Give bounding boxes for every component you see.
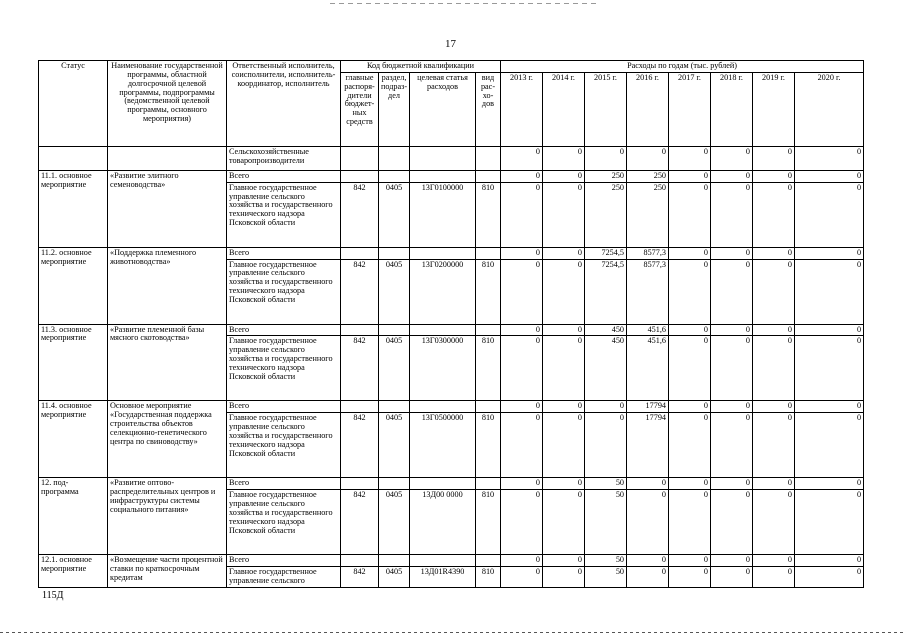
value-cell: 0	[795, 555, 864, 567]
status-cell: 11.4. основное мероприятие	[39, 401, 108, 478]
value-cell: 0	[753, 567, 795, 588]
section-cell	[379, 555, 410, 567]
value-cell: 7254,5	[585, 247, 627, 259]
value-cell: 250	[585, 170, 627, 182]
value-cell: 0	[753, 247, 795, 259]
value-cell: 0	[753, 413, 795, 478]
header-executor: Ответственный исполнитель, соисполнители, исполнитель-координатор, исполнитель	[227, 61, 341, 147]
value-cell: 0	[711, 182, 753, 247]
value-cell: 0	[501, 324, 543, 336]
value-cell: 0	[585, 146, 627, 170]
value-cell: 0	[543, 401, 585, 413]
value-cell: 250	[627, 170, 669, 182]
value-cell: 0	[753, 182, 795, 247]
executor-cell: Всего	[227, 170, 341, 182]
type-cell: 810	[476, 336, 501, 401]
grbs-cell	[341, 324, 379, 336]
value-cell: 450	[585, 336, 627, 401]
value-cell: 0	[627, 490, 669, 555]
table-row	[39, 324, 864, 336]
value-cell: 0	[627, 478, 669, 490]
section-cell	[379, 247, 410, 259]
table-row	[39, 170, 864, 182]
type-cell: 810	[476, 413, 501, 478]
target-cell	[410, 478, 476, 490]
header-status: Статус	[39, 61, 108, 147]
target-cell	[410, 324, 476, 336]
target-cell	[410, 146, 476, 170]
value-cell: 0	[543, 324, 585, 336]
value-cell: 8577,3	[627, 247, 669, 259]
name-cell: Основное мероприятие «Государственная поддержка строительства объектов селекционно-генетического центра по свиноводству»	[108, 401, 227, 478]
grbs-cell	[341, 146, 379, 170]
value-cell: 0	[501, 555, 543, 567]
value-cell: 50	[585, 567, 627, 588]
section-cell	[379, 478, 410, 490]
section-cell: 0405	[379, 182, 410, 247]
header-year: 2016 г.	[627, 72, 669, 146]
value-cell: 0	[501, 413, 543, 478]
header-section: раздел, подраз- дел	[379, 72, 410, 146]
value-cell: 0	[543, 567, 585, 588]
type-cell	[476, 146, 501, 170]
value-cell: 0	[795, 146, 864, 170]
value-cell: 0	[669, 336, 711, 401]
value-cell: 0	[543, 336, 585, 401]
value-cell: 0	[669, 259, 711, 324]
type-cell: 810	[476, 259, 501, 324]
value-cell: 0	[669, 413, 711, 478]
name-cell: «Развитие оптово-распределительных центров и инфраструктуры системы социального питания»	[108, 478, 227, 555]
grbs-cell: 842	[341, 259, 379, 324]
value-cell: 0	[501, 170, 543, 182]
value-cell: 0	[669, 567, 711, 588]
value-cell: 0	[543, 478, 585, 490]
value-cell: 0	[501, 478, 543, 490]
target-cell	[410, 170, 476, 182]
target-cell	[410, 247, 476, 259]
value-cell: 0	[543, 170, 585, 182]
value-cell: 0	[543, 182, 585, 247]
value-cell: 0	[711, 336, 753, 401]
status-cell: 11.3. основное мероприятие	[39, 324, 108, 401]
value-cell: 0	[711, 567, 753, 588]
value-cell: 0	[753, 259, 795, 324]
value-cell: 0	[627, 567, 669, 588]
type-cell	[476, 170, 501, 182]
value-cell: 0	[711, 490, 753, 555]
grbs-cell	[341, 478, 379, 490]
value-cell: 0	[753, 555, 795, 567]
status-cell: 12. под- программа	[39, 478, 108, 555]
value-cell: 0	[543, 247, 585, 259]
header-grbs: главные распоря- дители бюджет- ных средств	[341, 72, 379, 146]
executor-cell: Главное государственное управление сельского хозяйства и государственного технического надзора Псковской области	[227, 413, 341, 478]
value-cell: 0	[501, 567, 543, 588]
section-cell: 0405	[379, 413, 410, 478]
header-budget-code: Код бюджетной квалификации	[341, 61, 501, 73]
table-row	[39, 478, 864, 490]
value-cell: 0	[543, 555, 585, 567]
section-cell	[379, 324, 410, 336]
executor-cell: Всего	[227, 401, 341, 413]
value-cell: 0	[627, 555, 669, 567]
value-cell: 17794	[627, 413, 669, 478]
value-cell: 450	[585, 324, 627, 336]
value-cell: 0	[585, 401, 627, 413]
section-cell: 0405	[379, 336, 410, 401]
value-cell: 0	[795, 259, 864, 324]
table-row	[39, 146, 864, 170]
value-cell: 17794	[627, 401, 669, 413]
value-cell: 0	[753, 146, 795, 170]
value-cell: 0	[501, 247, 543, 259]
value-cell: 0	[501, 490, 543, 555]
target-cell: 13Г0100000	[410, 182, 476, 247]
value-cell: 0	[711, 401, 753, 413]
name-cell	[108, 146, 227, 170]
value-cell: 0	[669, 478, 711, 490]
scan-artifact-top	[330, 3, 600, 4]
value-cell: 0	[711, 170, 753, 182]
value-cell: 0	[501, 146, 543, 170]
value-cell: 0	[795, 170, 864, 182]
value-cell: 0	[543, 490, 585, 555]
type-cell	[476, 478, 501, 490]
target-cell: 13Д00 0000	[410, 490, 476, 555]
value-cell: 0	[795, 401, 864, 413]
value-cell: 0	[711, 324, 753, 336]
value-cell: 0	[669, 170, 711, 182]
value-cell: 7254,5	[585, 259, 627, 324]
section-cell	[379, 170, 410, 182]
status-cell: 12.1. основное мероприятие	[39, 555, 108, 588]
executor-cell: Всего	[227, 247, 341, 259]
type-cell: 810	[476, 490, 501, 555]
header-type: вид рас- хо- дов	[476, 72, 501, 146]
grbs-cell: 842	[341, 182, 379, 247]
grbs-cell: 842	[341, 413, 379, 478]
value-cell: 0	[753, 401, 795, 413]
value-cell: 0	[501, 259, 543, 324]
executor-cell: Всего	[227, 555, 341, 567]
header-name: Наименование государственной программы, областной долгосрочной целевой программы, подпрограммы (ведомственной целевой программы, основного мероприятия)	[108, 61, 227, 147]
type-cell	[476, 401, 501, 413]
type-cell	[476, 324, 501, 336]
value-cell: 0	[711, 413, 753, 478]
value-cell: 0	[669, 490, 711, 555]
type-cell: 810	[476, 182, 501, 247]
value-cell: 0	[627, 146, 669, 170]
type-cell	[476, 247, 501, 259]
target-cell: 13Г0500000	[410, 413, 476, 478]
header-year: 2017 г.	[669, 72, 711, 146]
target-cell	[410, 401, 476, 413]
table-body	[39, 146, 864, 587]
target-cell: 13Г0200000	[410, 259, 476, 324]
value-cell: 0	[669, 324, 711, 336]
value-cell: 0	[753, 478, 795, 490]
executor-cell: Всего	[227, 324, 341, 336]
value-cell: 0	[795, 567, 864, 588]
grbs-cell	[341, 401, 379, 413]
section-cell	[379, 401, 410, 413]
value-cell: 0	[711, 247, 753, 259]
grbs-cell: 842	[341, 490, 379, 555]
page-number: 17	[445, 38, 456, 50]
type-cell: 810	[476, 567, 501, 588]
section-cell: 0405	[379, 259, 410, 324]
value-cell: 0	[669, 182, 711, 247]
value-cell: 0	[711, 478, 753, 490]
value-cell: 0	[669, 555, 711, 567]
value-cell: 8577,3	[627, 259, 669, 324]
value-cell: 0	[795, 336, 864, 401]
scan-artifact-bottom	[0, 632, 905, 633]
value-cell: 0	[543, 146, 585, 170]
executor-cell: Главное государственное управление сельского	[227, 567, 341, 588]
status-cell: 11.1. основное мероприятие	[39, 170, 108, 247]
budget-table	[38, 60, 864, 588]
name-cell: «Возмещение части процентной ставки по краткосрочным кредитам	[108, 555, 227, 588]
executor-cell: Главное государственное управление сельского хозяйства и государственного технического надзора Псковской области	[227, 490, 341, 555]
section-cell: 0405	[379, 490, 410, 555]
value-cell: 0	[795, 247, 864, 259]
grbs-cell: 842	[341, 336, 379, 401]
header-year: 2019 г.	[753, 72, 795, 146]
header-year: 2020 г.	[795, 72, 864, 146]
value-cell: 0	[795, 413, 864, 478]
value-cell: 0	[711, 259, 753, 324]
value-cell: 0	[753, 490, 795, 555]
header-expenses: Расходы по годам (тыс. рублей)	[501, 61, 864, 73]
header-year: 2018 г.	[711, 72, 753, 146]
value-cell: 0	[795, 478, 864, 490]
value-cell: 0	[501, 401, 543, 413]
target-cell: 13Д01R4390	[410, 567, 476, 588]
value-cell: 50	[585, 555, 627, 567]
footer-mark: 115Д	[42, 590, 64, 601]
value-cell: 0	[753, 170, 795, 182]
value-cell: 0	[711, 146, 753, 170]
value-cell: 0	[669, 247, 711, 259]
value-cell: 0	[795, 490, 864, 555]
header-year: 2014 г.	[543, 72, 585, 146]
status-cell	[39, 146, 108, 170]
value-cell: 0	[543, 413, 585, 478]
value-cell: 0	[753, 336, 795, 401]
value-cell: 0	[795, 324, 864, 336]
header-year: 2015 г.	[585, 72, 627, 146]
target-cell	[410, 555, 476, 567]
grbs-cell: 842	[341, 567, 379, 588]
value-cell: 0	[669, 146, 711, 170]
table-row	[39, 555, 864, 567]
grbs-cell	[341, 247, 379, 259]
value-cell: 50	[585, 478, 627, 490]
value-cell: 250	[585, 182, 627, 247]
executor-cell: Сельскохозяйственные товаропроизводители	[227, 146, 341, 170]
table-row	[39, 401, 864, 413]
executor-cell: Главное государственное управление сельского хозяйства и государственного технического надзора Псковской области	[227, 182, 341, 247]
executor-cell: Главное государственное управление сельского хозяйства и государственного технического надзора Псковской области	[227, 259, 341, 324]
header-year: 2013 г.	[501, 72, 543, 146]
executor-cell: Всего	[227, 478, 341, 490]
value-cell: 451,6	[627, 336, 669, 401]
value-cell: 0	[669, 401, 711, 413]
name-cell: «Поддержка племенного животноводства»	[108, 247, 227, 324]
name-cell: «Развитие элитного семеноводства»	[108, 170, 227, 247]
section-cell	[379, 146, 410, 170]
target-cell: 13Г0300000	[410, 336, 476, 401]
value-cell: 451,6	[627, 324, 669, 336]
value-cell: 0	[753, 324, 795, 336]
value-cell: 50	[585, 490, 627, 555]
executor-cell: Главное государственное управление сельского хозяйства и государственного технического надзора Псковской области	[227, 336, 341, 401]
status-cell: 11.2. основное мероприятие	[39, 247, 108, 324]
name-cell: «Развитие племенной базы мясного скотоводства»	[108, 324, 227, 401]
value-cell: 0	[501, 182, 543, 247]
type-cell	[476, 555, 501, 567]
header-target: целевая статья расходов	[410, 72, 476, 146]
value-cell: 0	[795, 182, 864, 247]
value-cell: 0	[711, 555, 753, 567]
section-cell: 0405	[379, 567, 410, 588]
value-cell: 0	[543, 259, 585, 324]
value-cell: 250	[627, 182, 669, 247]
grbs-cell	[341, 170, 379, 182]
grbs-cell	[341, 555, 379, 567]
table-row	[39, 247, 864, 259]
value-cell: 0	[501, 336, 543, 401]
value-cell: 0	[585, 413, 627, 478]
